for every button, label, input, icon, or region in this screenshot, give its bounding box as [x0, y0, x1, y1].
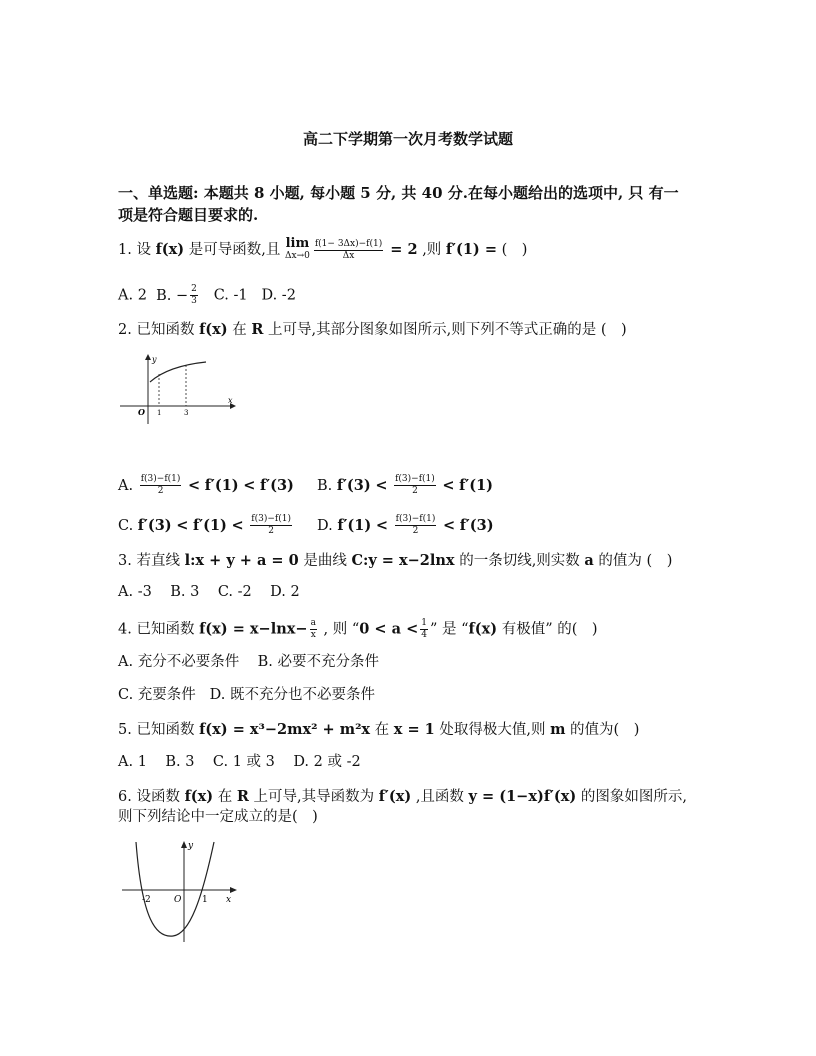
q4-options-cd [118, 685, 375, 705]
page-title: 高二下学期第一次月考数学试题 [302, 130, 513, 148]
q1-text: 1. 设 [118, 242, 156, 258]
question-4: 4. 已知函数 f(x) = x−lnx− $\frac{a}{x}$ , 则 “0 < a < $\frac{1}{4}$ ” 是 “f(x) 有极值” 的( ) [118, 618, 598, 640]
option-b: B. f′(3) < $\frac{f(3)-f(1)}{2}$ < f′(1) [316, 474, 494, 496]
question-6-cont: 则下列结论中一定成立的是( ) [118, 809, 318, 825]
question-2: 2. 已知函数 f(x) 在 R 上可导,其部分图象如图所示,则下列不等式正确的是 ( ) [118, 321, 627, 338]
q1-blank: ( ) [497, 242, 528, 258]
option-c: C. 充要条件 [118, 687, 196, 703]
question-1 [118, 238, 527, 262]
x-axis-label: x [228, 396, 233, 405]
section-heading: 一、单选题: 本题共 8 小题, 每小题 5 分, 共 40 分.在每小题给出的选项中, 只 有一 [118, 184, 679, 202]
tick-label: 1 [157, 409, 162, 417]
option-c: C. -1 [213, 287, 248, 304]
q1-options [118, 284, 296, 307]
fraction-numerator: f(1− 3Δx)−f(1) [314, 238, 383, 249]
option-d: D. 2 或 -2 [293, 754, 361, 770]
option-d: D. 2 [270, 584, 300, 600]
option-a: A. 2 [118, 287, 147, 304]
y-axis-label: y [152, 355, 157, 364]
option-d: D. f′(1) < $\frac{f(3)-f(1)}{2}$ < f′(3) [317, 514, 494, 536]
x-axis-label: x [226, 895, 232, 905]
tick-label: 1 [202, 895, 208, 905]
q2-options-ab [118, 474, 493, 497]
option-b: B. 3 [165, 754, 195, 770]
option-a: A. 充分不必要条件 [118, 654, 240, 670]
question-6: 6. 设函数 f(x) 在 R 上可导,其导函数为 f′(x) ,且函数 y = (1−x)f′(x) 的图象如图所示, [118, 788, 687, 805]
question-5: 5. 已知函数 f(x) = x³−2mx² + m²x 在 x = 1 处取得极大值,则 m 的值为( ) [118, 721, 640, 738]
lim-subscript: Δx→0 [285, 251, 310, 261]
option-d: D. -2 [261, 287, 296, 304]
origin-label: O [138, 407, 145, 417]
tick-label: 3 [184, 409, 189, 417]
q1-fraction [314, 239, 383, 262]
option-a: A. $\frac{f(3)-f(1)}{2}$ < f′(1) < f′(3) [118, 474, 294, 496]
section-heading-cont: 项是符合题目要求的. [118, 206, 259, 224]
tick-label: -2 [142, 895, 151, 905]
option-b: B. 3 [170, 584, 200, 600]
q1-deriv: f′(1) = [445, 241, 497, 258]
q1-fx: f(x) [155, 241, 185, 258]
fraction-denominator: Δx [342, 250, 355, 261]
option-a: A. 1 [118, 754, 147, 770]
option-c: C. f′(3) < f′(1) < $\frac{f(3)-f(1)}{2}$ [118, 514, 291, 536]
option-c: C. -2 [217, 584, 252, 600]
y-axis-label: y [188, 841, 194, 851]
question-3: 3. 若直线 l:x + y + a = 0 是曲线 C:y = x−2lnx 的一条切线,则实数 a 的值为 ( ) [118, 552, 673, 569]
q3-options [118, 582, 300, 602]
origin-label: O [174, 895, 182, 905]
q6-graph [118, 838, 243, 950]
q2-graph [118, 352, 238, 428]
option-b: B. 必要不充分条件 [257, 654, 380, 670]
q1-limit [285, 238, 310, 262]
q2-options-cd [118, 514, 494, 537]
q1-text: 是可导函数,且 [184, 242, 285, 258]
q1-eq: = 2 [385, 241, 418, 258]
option-c: C. 1 或 3 [212, 754, 275, 770]
q4-options-ab [118, 652, 379, 672]
lim-label: lim [285, 236, 310, 251]
q5-options [118, 752, 361, 772]
q1-text: ,则 [417, 242, 446, 258]
option-d: D. 既不充分也不必要条件 [209, 687, 375, 703]
option-a: A. -3 [118, 584, 152, 600]
option-b: B. − $\frac{2}{3}$ [156, 284, 197, 306]
